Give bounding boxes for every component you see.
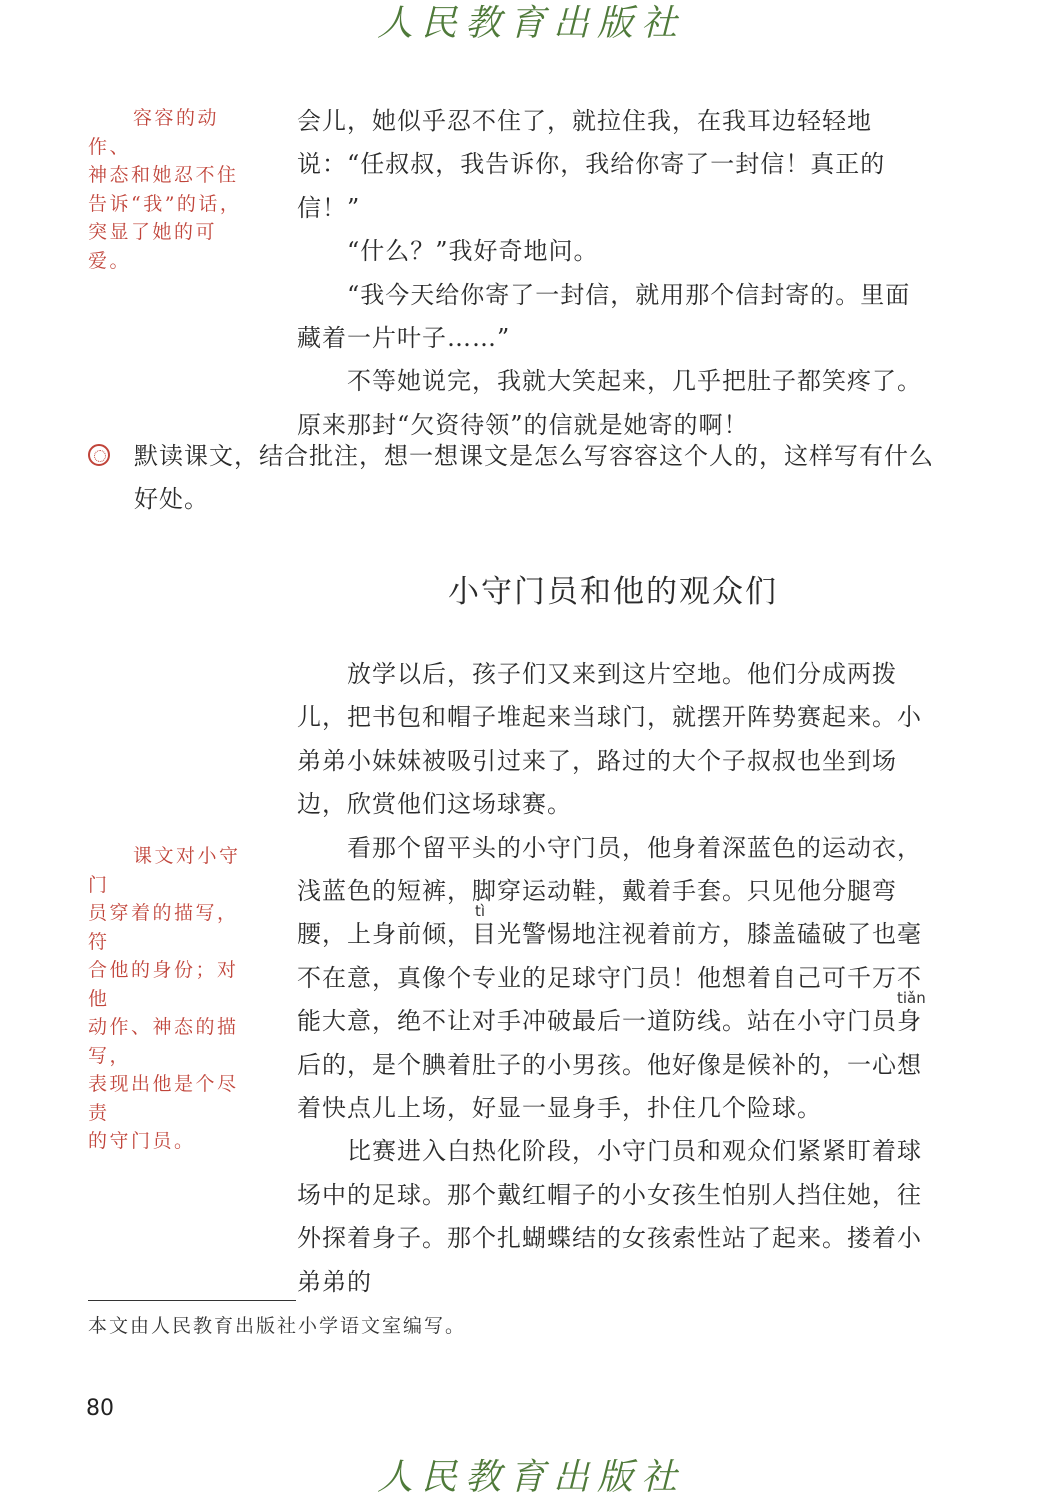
annotation-line: 员穿着的描写，符 bbox=[88, 902, 239, 953]
annotation-line: 动作、神态的描写， bbox=[88, 1016, 239, 1067]
margin-annotation-1 bbox=[88, 104, 258, 275]
page-number: 80 bbox=[86, 1396, 114, 1421]
publisher-watermark-top: 人民教育出版社 bbox=[376, 3, 685, 44]
annotation-line: 容容的动作、 bbox=[88, 107, 220, 158]
section-title: 小守门员和他的观众们 bbox=[448, 574, 778, 610]
seal-stamp-icon bbox=[88, 444, 110, 466]
annotation-line: 告诉“我”的话， bbox=[88, 192, 242, 215]
paragraph: 看那个留平头的小守门员，他身着深蓝色的运动衣，浅蓝色的短裤，脚穿运动鞋，戴着手套。只见他分腿弯腰，上身前倾，目光警惕地注视着前方，膝盖磕破了也毫不在意，真像个专业的足球守门员！他想着自己可千万不能大意，绝不让对手冲破最后一道防线。站在小守门员身后的，是个腆着肚子的小男孩。他好像是候补的，一心想着快点儿上场，好显一显身手，扑住几个险球。 bbox=[297, 833, 922, 1123]
annotation-line: 突显了她的可爱。 bbox=[88, 221, 218, 272]
footnote-divider bbox=[88, 1300, 296, 1301]
lower-passage bbox=[297, 653, 929, 1304]
annotation-line: 的守门员。 bbox=[88, 1130, 196, 1152]
question-text: 默读课文，结合批注，想一想课文是怎么写容容这个人的，这样写有什么好处。 bbox=[134, 442, 934, 513]
pinyin-ti: tì bbox=[475, 902, 486, 920]
annotation-line: 表现出他是个尽责 bbox=[88, 1073, 239, 1124]
pinyin-tian: tiǎn bbox=[897, 989, 926, 1007]
paragraph: 不等她说完，我就大笑起来，几乎把肚子都笑疼了。原来那封“欠资待领”的信就是她寄的啊！ bbox=[297, 367, 922, 439]
upper-passage bbox=[297, 100, 929, 447]
annotation-line: 合他的身份；对他 bbox=[88, 959, 239, 1010]
paragraph: “我今天给你寄了一封信，就用那个信封寄的。里面藏着一片叶子……” bbox=[297, 280, 911, 353]
annotation-line: 神态和她忍不住 bbox=[88, 164, 239, 186]
annotation-line: 课文对小守门 bbox=[88, 845, 241, 896]
publisher-watermark-bottom: 人民教育出版社 bbox=[376, 1457, 685, 1498]
paragraph: 会儿，她似乎忍不住了，就拉住我，在我耳边轻轻地说：“任叔叔，我告诉你，我给你寄了一封信！真正的信！” bbox=[297, 107, 886, 222]
paragraph: “什么？”我好奇地问。 bbox=[347, 237, 599, 266]
paragraph: 放学以后，孩子们又来到这片空地。他们分成两拨儿，把书包和帽子堆起来当球门，就摆开阵势赛起来。小弟弟小妹妹被吸引过来了，路过的大个子叔叔也坐到场边，欣赏他们这场球赛。 bbox=[297, 660, 922, 819]
footnote: 本文由人民教育出版社小学语文室编写。 bbox=[88, 1315, 467, 1337]
paragraph: 比赛进入白热化阶段，小守门员和观众们紧紧盯着球场中的足球。那个戴红帽子的小女孩生怕别人挡住她，往外探着身子。那个扎蝴蝶结的女孩索性站了起来。搂着小弟弟的 bbox=[297, 1137, 922, 1296]
margin-annotation-2 bbox=[88, 842, 258, 1156]
